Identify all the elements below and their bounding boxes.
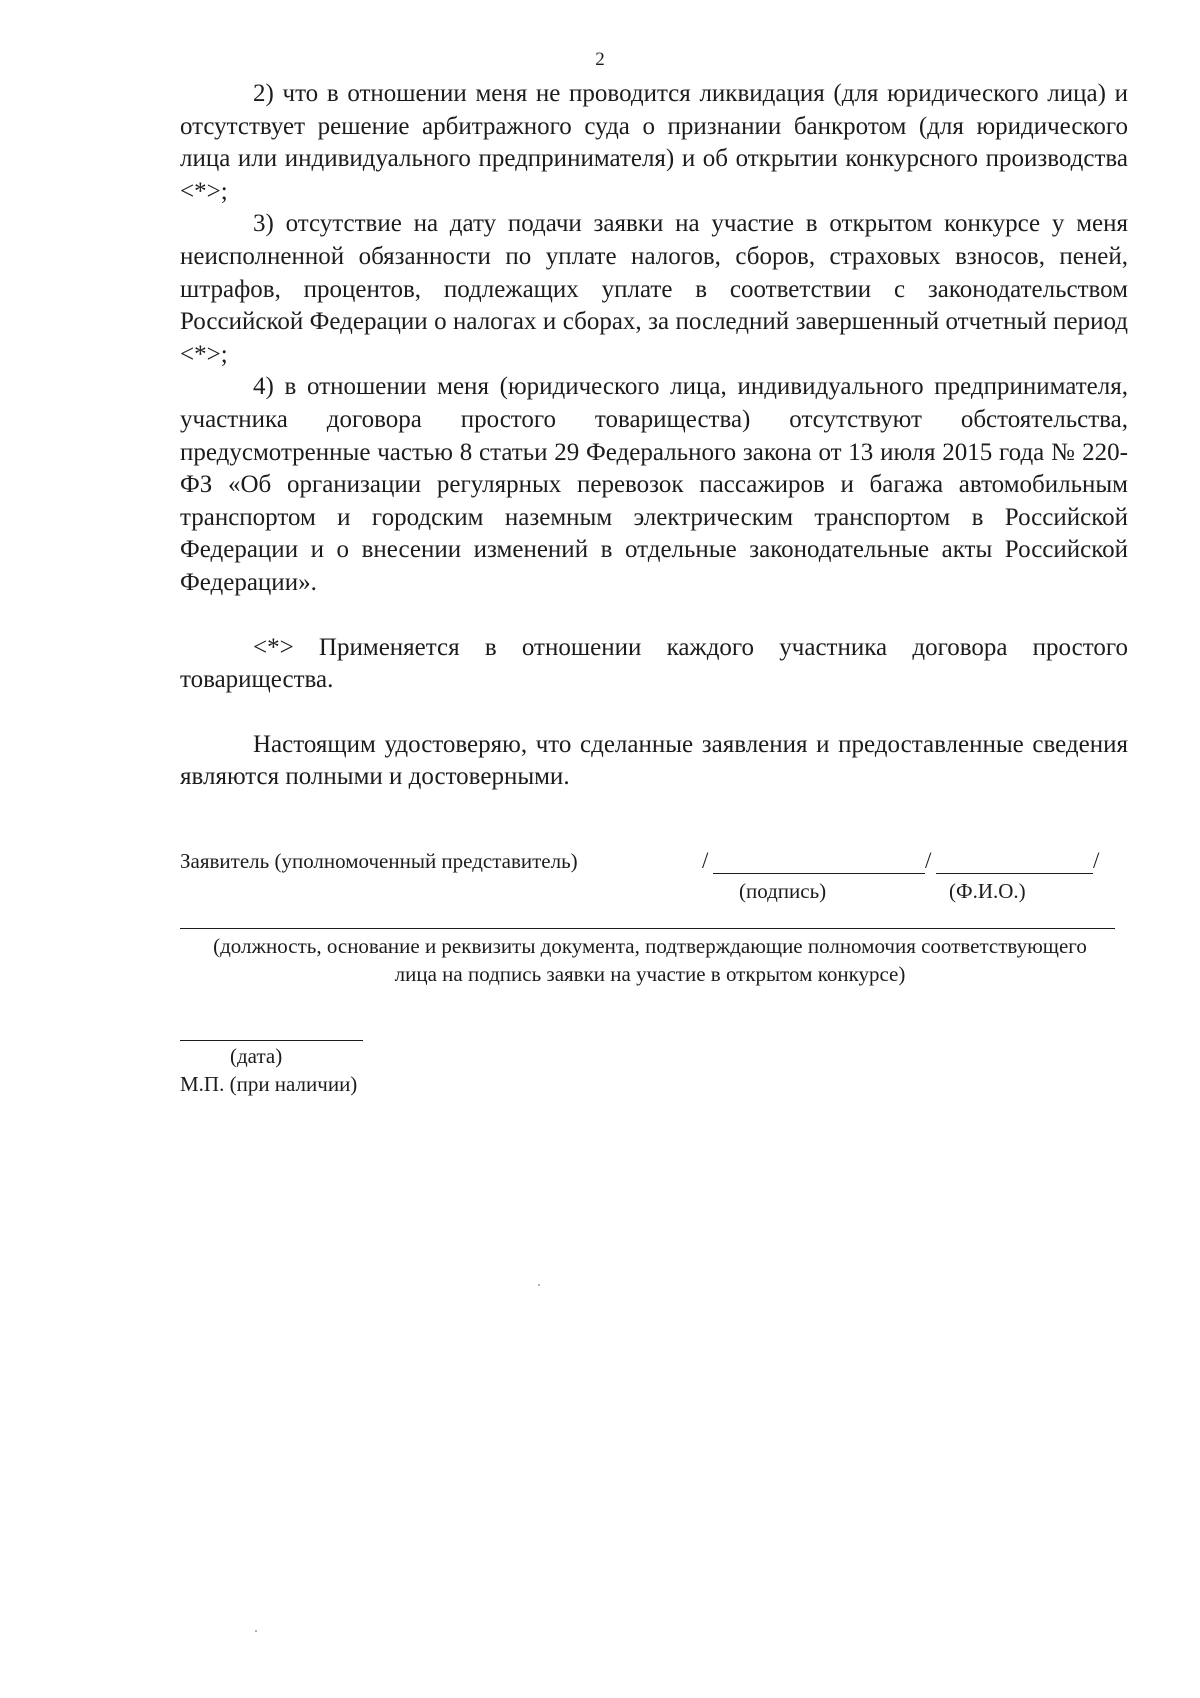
signature-caption: (подпись)	[739, 879, 827, 903]
scan-speck	[538, 1284, 540, 1286]
paragraph-item-4: 4) в отношении меня (юридического лица, индивидуального предпринимателя, участника договора простого товарищества) отсутствуют обстоятельства, предусмотренные частью 8 статьи 29 Федерального закона от 13 июля 2015 года № 220-ФЗ «Об организации регулярных перевозок пассажиров и багажа автомобильным транспортом и городским наземным электрическим транспортом в Российской Федерации и о внесении изменений в отдельные законодательные акты Российской Федерации».	[180, 373, 1128, 596]
signature-slash-middle: /	[925, 848, 932, 873]
document-body	[180, 78, 1128, 794]
position-line[interactable]	[180, 928, 1115, 929]
certification-statement: Настоящим удостоверяю, что сделанные заявления и предоставленные сведения являются полными и достоверными.	[180, 730, 1128, 791]
date-line[interactable]	[180, 1040, 363, 1041]
scan-speck	[255, 1630, 257, 1632]
paragraph-item-3: 3) отсутствие на дату подачи заявки на участие в открытом конкурсе у меня неисполненной обязанности по уплате налогов, сборов, страховых взносов, пеней, штрафов, процентов, подлежащих уплате в соответствии с законодательством Российской Федерации о налогах и сборах, за последний завершенный отчетный период <*>;	[180, 210, 1128, 368]
signature-slash-left: /	[702, 848, 709, 873]
signature-line[interactable]	[713, 873, 925, 874]
full-name-caption: (Ф.И.О.)	[949, 879, 1026, 903]
signature-slash-right: /	[1093, 848, 1100, 873]
date-caption: (дата)	[230, 1044, 283, 1068]
applicant-label: Заявитель (уполномоченный представитель)	[180, 849, 578, 873]
stamp-caption: М.П. (при наличии)	[180, 1072, 358, 1096]
position-caption: (должность, основание и реквизиты документа, подтверждающие полномочия соответствующего лица на подпись заявки на участие в открытом конкурсе)	[213, 934, 1087, 986]
signature-block	[180, 848, 1120, 903]
page-number: 2	[595, 49, 605, 70]
full-name-line[interactable]	[936, 873, 1093, 874]
footnote: <*> Применяется в отношении каждого участника договора простого товарищества.	[180, 633, 1128, 694]
paragraph-item-2: 2) что в отношении меня не проводится ликвидация (для юридического лица) и отсутствует решение арбитражного суда о признании банкротом (для юридического лица или индивидуального предпринимателя) и об открытии конкурсного производства <*>;	[180, 80, 1128, 205]
